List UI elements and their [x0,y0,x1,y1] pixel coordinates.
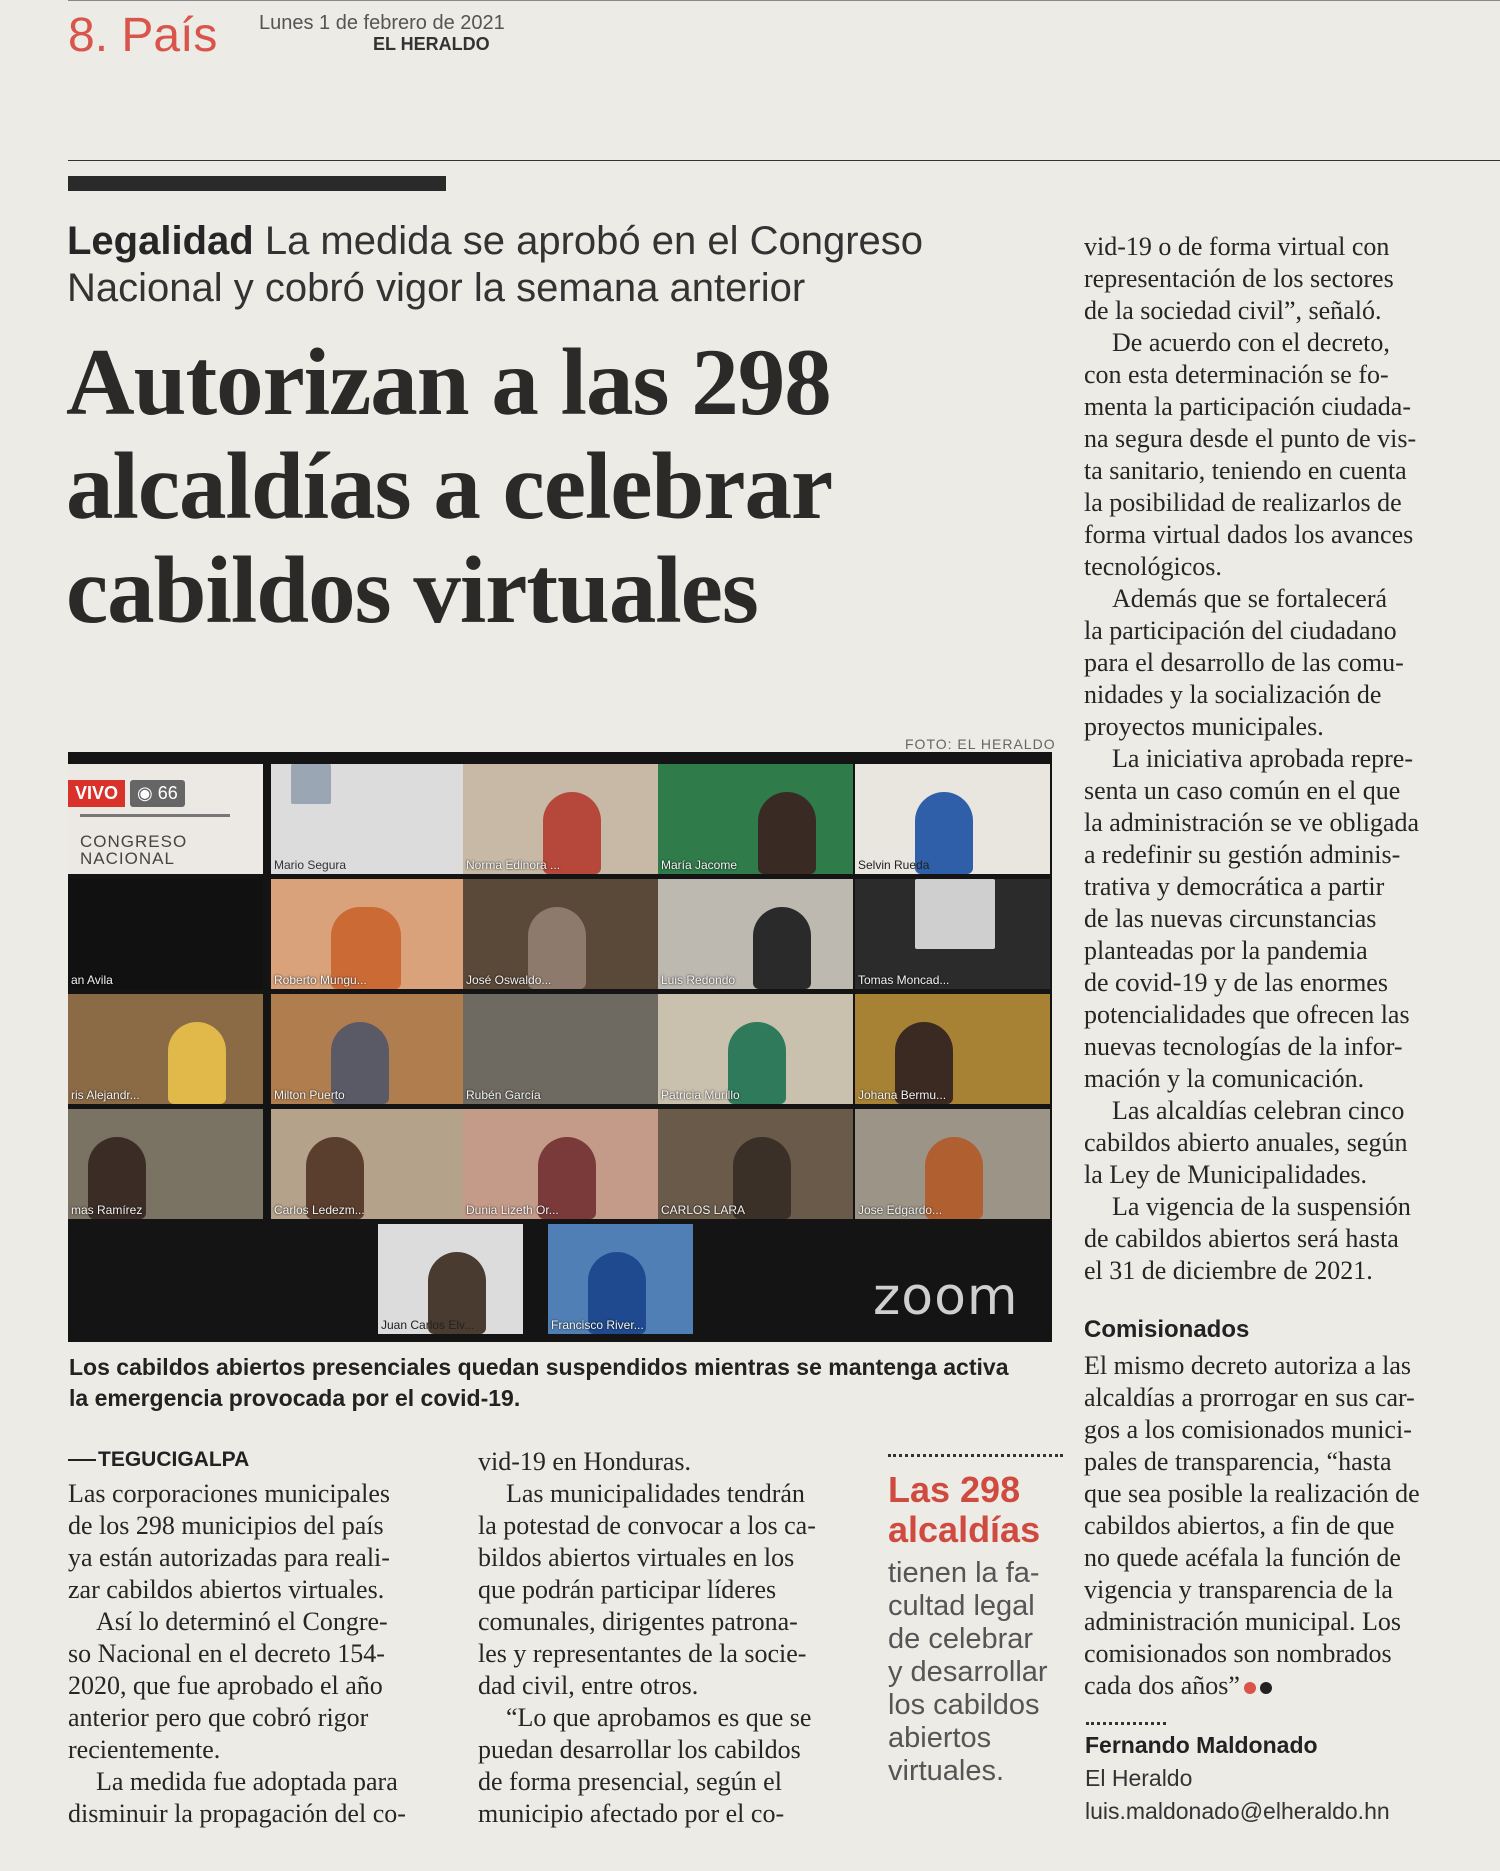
congress-logo-tile [68,764,263,874]
text-line: puedan desarrollar los cabildos [478,1735,801,1764]
pull-quote-rule [888,1454,1063,1457]
text-line: representación de los sectores [1084,264,1394,293]
participant-name: Rubén García [466,1088,541,1102]
text-line: la posibilidad de realizarlos de [1084,488,1402,517]
pull-quote-title-1: Las 298 [888,1469,1021,1510]
section-bar [68,176,446,191]
article-column-3 [1084,231,1464,1287]
text-line [1084,1670,1474,1702]
participant-name: Carlos Ledezm... [274,1203,365,1217]
participant-tile [271,764,466,874]
text-line: de covid-19 y de las enormes [1084,968,1388,997]
participant-tile [658,879,853,989]
participant-name: Johana Bermu... [858,1088,947,1102]
top-rule [68,0,1500,1]
live-badge: VIVO [68,780,125,807]
text-line: la potestad de convocar a los ca- [478,1511,816,1540]
text-line: bildos abiertos virtuales en los [478,1543,795,1572]
participant-tile [271,994,466,1104]
article-column-1 [68,1478,448,1830]
text-line: vid-19 o de forma virtual con [1084,232,1390,261]
congress-logo-text-2: NACIONAL [80,849,175,868]
participant-name: Luis Redondo [661,973,736,987]
text-line: la Ley de Municipalidades. [1084,1160,1368,1189]
text-line: administración municipal. Los [1084,1607,1401,1636]
text-line: Las alcaldías celebran cinco [1112,1096,1405,1125]
viewer-count-badge [130,780,185,807]
text-line: nidades y la socialización de [1084,680,1382,709]
text-line: gos a los comisionados munici- [1084,1415,1412,1444]
pull-quote-title-2: alcaldías [888,1509,1041,1550]
photo-credit: FOTO: EL HERALDO [905,736,1056,752]
headline-line-2: alcaldías a celebrar [66,433,833,539]
text-line: De acuerdo con el decreto, [1112,328,1390,357]
caption-line-1: Los cabildos abiertos presenciales quedan suspendidos mientras se mantenga activa [69,1354,1009,1380]
text-line: de forma presencial, según el [478,1767,782,1796]
pull-quote-line: virtuales. [888,1755,1005,1787]
participant-tile [271,1109,466,1219]
text-line: la participación del ciudadano [1084,616,1397,645]
participant-tile [68,1109,263,1219]
pull-quote-line: y desarrollar [888,1656,1048,1688]
text-line: alcaldías a prorrogar en sus car- [1084,1383,1415,1412]
author-name: Fernando Maldonado [1085,1732,1318,1758]
text-line: con esta determinación se fo- [1084,360,1389,389]
participant-name: Tomas Moncad... [858,973,950,987]
pull-quote-body [888,1557,1048,1788]
pull-quote-line: los cabildos [888,1689,1040,1721]
text-line: anterior pero que cobró rigor [68,1703,369,1732]
zoom-logo: zoom [873,1267,1019,1327]
participant-name: Roberto Mungu... [274,973,367,987]
text-line: que podrán participar líderes [478,1575,777,1604]
text-line: comunales, dirigentes patrona- [478,1607,798,1636]
text-line: trativa y democrática a partir [1084,872,1385,901]
end-mark-red-icon [1244,1682,1256,1694]
headline-line-1: Autorizan a las 298 [66,329,831,435]
participant-tile [855,879,1050,989]
text-line: La medida fue adoptada para [96,1767,398,1796]
participant-name: Milton Puerto [274,1088,345,1102]
kicker-text-1: La medida se aprobó en el Congreso [253,219,924,263]
author-publication: El Heraldo [1085,1765,1193,1791]
text-line: dad civil, entre otros. [478,1671,699,1700]
text-line: comisionados son nombrados [1084,1639,1392,1668]
subhead: Comisionados [1084,1316,1250,1343]
text-line: no quede acéfala la función de [1084,1543,1401,1572]
pull-quote-line: abiertos [888,1722,992,1754]
text-line: de la sociedad civil”, señaló. [1084,296,1382,325]
text-line: menta la participación ciudada- [1084,392,1412,421]
text-line: tecnológicos. [1084,552,1222,581]
text-line: Además que se fortalecerá [1112,584,1388,613]
text-line: ya están autorizadas para reali- [68,1543,390,1572]
text-line: potencialidades que ofrecen las [1084,1000,1410,1029]
participant-name: CARLOS LARA [661,1203,746,1217]
eye-icon: ◉ [137,783,158,803]
text-line: disminuir la propagación del co- [68,1799,406,1828]
text-line: Las corporaciones municipales [68,1479,390,1508]
participant-name: ris Alejandr... [71,1088,140,1102]
text-line: El mismo decreto autoriza a las [1084,1351,1412,1380]
participant-name: Juan Carlos Elv... [381,1318,475,1332]
participant-tile [463,1109,658,1219]
text-line: de cabildos abiertos será hasta [1084,1224,1399,1253]
text-line: a redefinir su gestión adminis- [1084,840,1401,869]
text-line: de las nuevas circunstancias [1084,904,1377,933]
text-line: so Nacional en el decreto 154- [68,1639,385,1668]
participant-name: José Oswaldo... [466,973,552,987]
text-line: les y representantes de la socie- [478,1639,807,1668]
participant-tile [463,764,658,874]
text-line: zar cabildos abiertos virtuales. [68,1575,385,1604]
text-line: Las municipalidades tendrán [506,1479,805,1508]
text-line: vid-19 en Honduras. [478,1447,692,1476]
congress-logo-text-1: CONGRESO [80,832,188,851]
participant-tile [548,1224,693,1334]
participant-tile [271,879,466,989]
text-end: cada dos años” [1084,1671,1240,1700]
signature-rule [1086,1722,1166,1725]
text-line: el 31 de diciembre de 2021. [1084,1256,1373,1285]
participant-tile [855,1109,1050,1219]
text-line: recientemente. [68,1735,221,1764]
header-rule [68,160,1500,161]
text-line: na segura desde el punto de vis- [1084,424,1417,453]
text-line: de los 298 municipios del país [68,1511,384,1540]
text-line: para el desarrollo de las comu- [1084,648,1404,677]
participant-name: Norma Edinora ... [466,858,561,872]
text-line: planteadas por la pandemia [1084,936,1368,965]
dateline-text: TEGUCIGALPA [98,1448,250,1471]
kicker-text-2: Nacional y cobró vigor la semana anterior [67,266,806,310]
text-line: la administración se ve obligada [1084,808,1420,837]
photo-caption [69,1352,1059,1414]
participant-tile [855,994,1050,1104]
kicker [67,218,1037,312]
text-line: 2020, que fue aprobado el año [68,1671,383,1700]
participant-name: Selvin Rueda [858,858,930,872]
pull-quote-line: tienen la fa- [888,1557,1040,1589]
text-line: proyectos municipales. [1084,712,1324,741]
kicker-tag: Legalidad [67,219,254,263]
dateline [68,1448,249,1472]
article-column-3b [1084,1350,1474,1702]
text-line: senta un caso común en el que [1084,776,1401,805]
newspaper-name: EL HERALDO [373,34,490,54]
text-line: cabildos abiertos, a fin de que [1084,1511,1395,1540]
participant-name: Patricia Murillo [661,1088,740,1102]
text-line: municipio afectado por el co- [478,1799,785,1828]
participant-tile [378,1224,523,1334]
text-line: vigencia y transparencia de la [1084,1575,1393,1604]
text-line: mación y la comunicación. [1084,1064,1365,1093]
pull-quote-line: cultad legal [888,1590,1035,1622]
text-line: pales de transparencia, “hasta [1084,1447,1392,1476]
end-mark-black-icon [1260,1682,1272,1694]
text-line: cabildos abierto anuales, según [1084,1128,1408,1157]
participant-name: an Avila [71,973,113,987]
participant-name: Jose Edgardo... [858,1203,943,1217]
participant-tile [855,764,1050,874]
issue-date: Lunes 1 de febrero de 2021 [259,12,505,34]
pull-quote-title [888,1470,1040,1550]
participant-tile [463,994,658,1104]
text-line: nuevas tecnologías de la infor- [1084,1032,1403,1061]
text-line: La iniciativa aprobada repre- [1112,744,1413,773]
text-line: ta sanitario, teniendo en cuenta [1084,456,1407,485]
participant-tile [68,879,263,989]
participant-name: Francisco River... [551,1318,644,1332]
headline-line-3: cabildos virtuales [66,537,758,643]
text-line: “Lo que aprobamos es que se [506,1703,812,1732]
participant-tile [658,994,853,1104]
text-line: Así lo determinó el Congre- [96,1607,388,1636]
text-line: forma virtual dados los avances [1084,520,1414,549]
page-section-label: 8. País [68,9,218,62]
participant-name: Mario Segura [274,858,347,872]
text-line: que sea posible la realización de [1084,1479,1420,1508]
pull-quote-line: de celebrar [888,1623,1034,1655]
headline [66,330,1066,642]
author-email: luis.maldonado@elheraldo.hn [1085,1798,1390,1824]
participant-name: María Jacome [661,858,738,872]
participant-name: mas Ramírez [71,1203,143,1217]
article-column-2 [478,1446,868,1830]
caption-line-2: la emergencia provocada por el covid-19. [69,1385,521,1411]
participant-tile [463,879,658,989]
viewer-count: 66 [157,783,178,803]
participant-name: Dunia Lizeth Or... [466,1203,559,1217]
text-line: La vigencia de la suspensión [1112,1192,1411,1221]
participant-tile [658,1109,853,1219]
participant-tile [68,994,263,1104]
participant-tile [658,764,853,874]
zoom-meeting-photo [68,752,1052,1342]
